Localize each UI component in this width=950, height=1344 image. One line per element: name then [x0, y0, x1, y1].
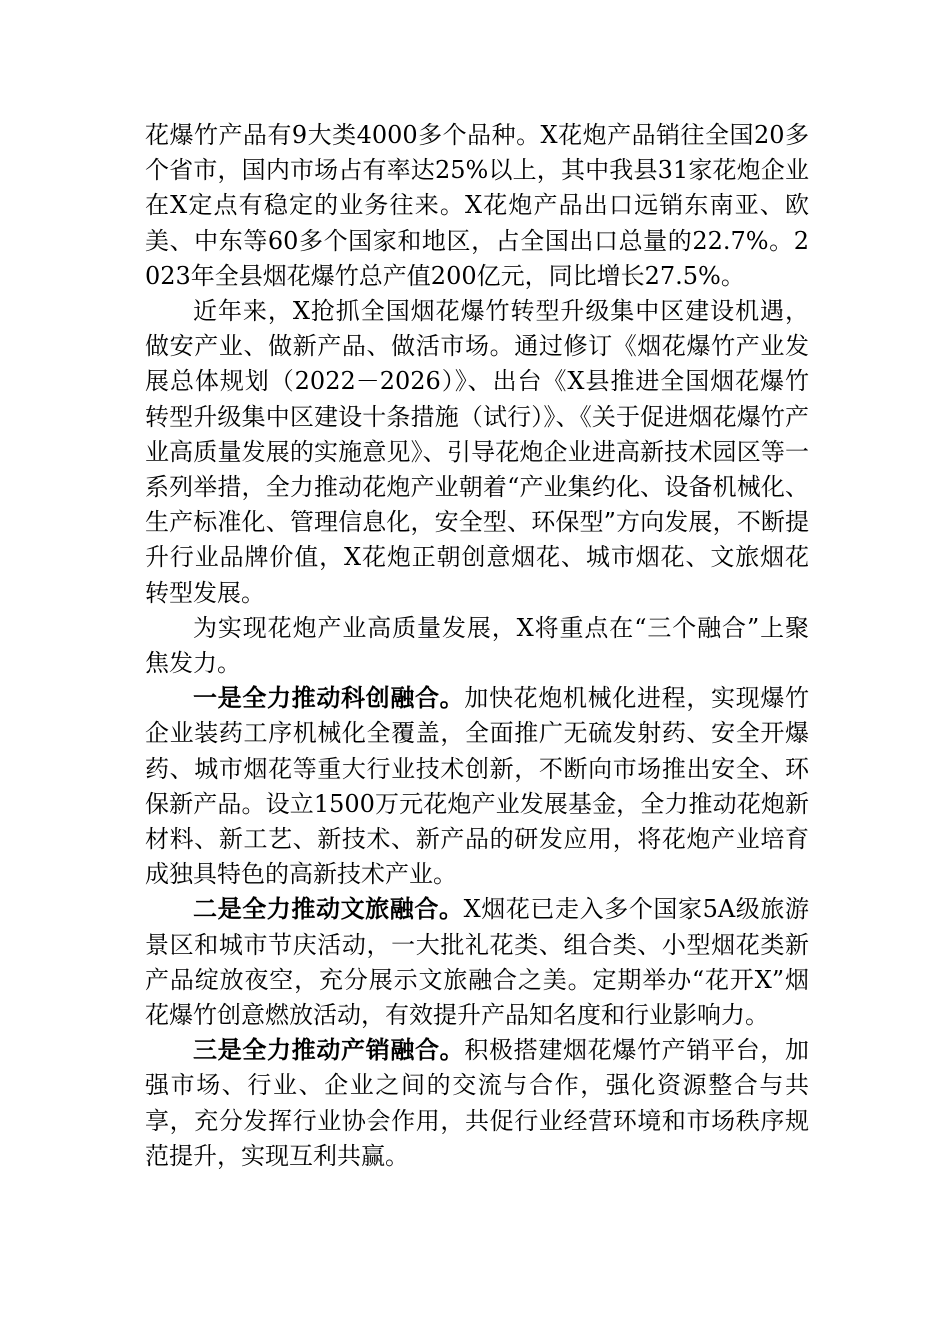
paragraph-tech-innovation	[145, 681, 809, 892]
paragraph-production-sales	[145, 1033, 809, 1174]
paragraph-text: 近年来，X抢抓全国烟花爆竹转型升级集中区建设机遇，做安产业、做新产品、做活市场。通过修订《烟花爆竹产业发展总体规划（2022－2026）》、出台《X县推进全国烟花爆竹转型升级集中区建设十条措施（试行）》、《关于促进烟花爆竹产业高质量发展的实施意见》、引导花炮企业进高新技术园区等一系列举措，全力推动花炮产业朝着“产业集约化、设备机械化、生产标准化、管理信息化，安全型、环保型”方向发展，不断提升行业品牌价值，X花炮正朝创意烟花、城市烟花、文旅烟花转型发展。	[145, 297, 809, 607]
paragraph-text: 花爆竹产品有9大类4000多个品种。X花炮产品销往全国20多个省市，国内市场占有率达25%以上，其中我县31家花炮企业在X定点有稳定的业务往来。X花炮产品出口远销东南亚、欧美、中东等60多个国家和地区，占全国出口总量的22.7%。2023年全县烟花爆竹总产值200亿元，同比增长27.5%。	[145, 121, 809, 290]
paragraph-culture-tourism	[145, 892, 809, 1033]
paragraph-text: 为实现花炮产业高质量发展，X将重点在“三个融合”上聚焦发力。	[145, 613, 809, 678]
document-page	[145, 118, 809, 1174]
paragraph-three-integrations-intro	[145, 611, 809, 681]
paragraph-text: X烟花已走入多个国家5A级旅游景区和城市节庆活动，一大批礼花类、组合类、小型烟花类新产品绽放夜空，充分展示文旅融合之美。定期举办“花开X”烟花爆竹创意燃放活动，有效提升产品知名度和行业影响力。	[145, 895, 810, 1030]
paragraph-transformation-measures	[145, 294, 809, 611]
paragraph-text: 加快花炮机械化进程，实现爆竹企业装药工序机械化全覆盖，全面推广无硫发射药、安全开爆药、城市烟花等重大行业技术创新，不断向市场推出安全、环保新产品。设立1500万元花炮产业发展基金，全力推动花炮新材料、新工艺、新技术、新产品的研发应用，将花炮产业培育成独具特色的高新技术产业。	[145, 684, 810, 889]
paragraph-lead-heading: 二是全力推动文旅融合。	[193, 895, 464, 924]
paragraph-output-overview	[145, 118, 809, 294]
paragraph-lead-heading: 三是全力推动产销融合。	[193, 1036, 465, 1065]
paragraph-lead-heading: 一是全力推动科创融合。	[193, 684, 465, 713]
paragraph-text: 积极搭建烟花爆竹产销平台，加强市场、行业、企业之间的交流与合作，强化资源整合与共享，充分发挥行业协会作用，共促行业经营环境和市场秩序规范提升，实现互利共赢。	[145, 1036, 810, 1170]
